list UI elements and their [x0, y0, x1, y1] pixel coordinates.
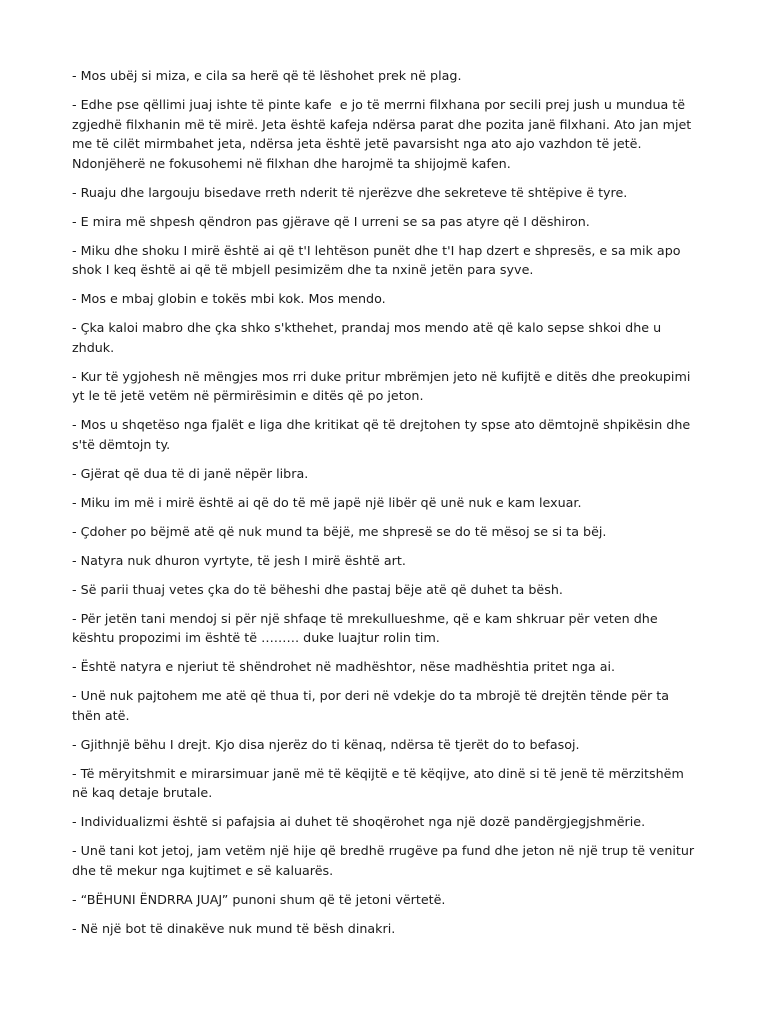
quote-paragraph-17: - Unë nuk pajtohem me atë që thua ti, por deri në vdekje do ta mbrojë të drejtën tënde për ta thën atë.: [72, 688, 674, 723]
quote-paragraph-14: - Së parii thuaj vetes çka do të bëheshi dhe pastaj bëje atë që duhet ta bësh.: [72, 581, 563, 597]
quote-paragraph-20: - Individualizmi është si pafajsia ai duhet të shoqërohet nga një dozë pandërgjegjshmërie.: [72, 814, 646, 829]
quote-paragraph-6: - Mos e mbaj globin e tokës mbi kok. Mos mendo.: [72, 291, 386, 306]
quote-paragraph-2: - Edhe pse qëllimi juaj ishte të pinte kafe e jo të merrni filxhana por secili prej jush u mundua të zgjedhë filxhanin më të mirë. Jeta është kafeja ndërsa parat dhe pozita janë filxhani. Ato jan mjet me të cilët mirmbahet jeta, ndërsa jeta është jetë pavarsisht nga ato ajo vazhdon të jetë. Ndonjëherë ne fokusohemi në filxhan dhe harojmë ta shijojmë kafen.: [72, 97, 696, 171]
quote-paragraph-22: - “BËHUNI ËNDRRA JUAJ” punoni shum që të jetoni vërtetë.: [72, 891, 446, 907]
quote-paragraph-12: - Çdoher po bëjmë atë që nuk mund ta bëjë, me shpresë se do të mësoj se si ta bëj.: [72, 523, 607, 539]
quote-paragraph-5: - Miku dhe shoku I mirë është ai që t'I lehtëson punët dhe t'I hap dzert e shpresës, e sa mik apo shok I keq është ai që të mbjell pesimizëm dhe ta nxinë jetën para syve.: [72, 242, 685, 277]
quote-paragraph-13: - Natyra nuk dhuron vyrtyte, të jesh I mirë është art.: [72, 552, 406, 568]
quote-paragraph-4: - E mira më shpesh qëndron pas gjërave që I urreni se sa pas atyre që I dëshiron.: [72, 213, 590, 229]
quote-paragraph-1: - Mos ubëj si miza, e cila sa herë që të lëshohet prek në plag.: [72, 68, 462, 83]
quote-paragraph-18: - Gjithnjë bëhu I drejt. Kjo disa njerëz do ti kënaq, ndërsa të tjerët do to befasoj.: [72, 736, 580, 752]
document-page: [72, 66, 700, 948]
quote-paragraph-15: - Për jetën tani mendoj si për një shfaqe të mrekullueshme, që e kam shkruar për veten dhe kështu propozimi im është të ……… duke luajtur rolin tim.: [72, 610, 662, 645]
quote-paragraph-23: - Në një bot të dinakëve nuk mund të bësh dinakri.: [72, 920, 396, 936]
quote-paragraph-7: - Çka kaloi mabro dhe çka shko s'kthehet, prandaj mos mendo atë që kalo sepse shkoi dhe u zhduk.: [72, 320, 666, 355]
quote-paragraph-19: - Të mëryitshmit e mirarsimuar janë më të këqijtë e të këqijve, ato dinë si të jenë të mërzitshëm në kaq detaje brutale.: [72, 765, 688, 800]
quote-paragraph-9: - Mos u shqetëso nga fjalët e liga dhe kritikat që të drejtohen ty spse ato dëmtojnë shpikësin dhe s'të dëmtojn ty.: [72, 417, 695, 452]
quote-paragraph-8: - Kur të ygjohesh në mëngjes mos rri duke pritur mbrëmjen jeto në kufijtë e ditës dhe preokupimi yt le të jetë vetëm në përmirësimin e ditës që po jeton.: [72, 368, 695, 403]
quote-paragraph-3: - Ruaju dhe largouju bisedave rreth nderit të njerëzve dhe sekreteve të shtëpive ë tyre.: [72, 184, 628, 200]
quote-paragraph-11: - Miku im më i mirë është ai që do të më japë një libër që unë nuk e kam lexuar.: [72, 494, 582, 510]
quote-paragraph-21: - Unë tani kot jetoj, jam vetëm një hije që bredhë rrugëve pa fund dhe jeton në një trup të venitur dhe të mekur nga kujtimet e së kaluarës.: [72, 843, 699, 878]
quote-paragraph-16: - Është natyra e njeriut të shëndrohet në madhështor, nëse madhështia pritet nga ai.: [72, 659, 616, 674]
quote-paragraph-10: - Gjërat që dua të di janë nëpër libra.: [72, 465, 309, 481]
